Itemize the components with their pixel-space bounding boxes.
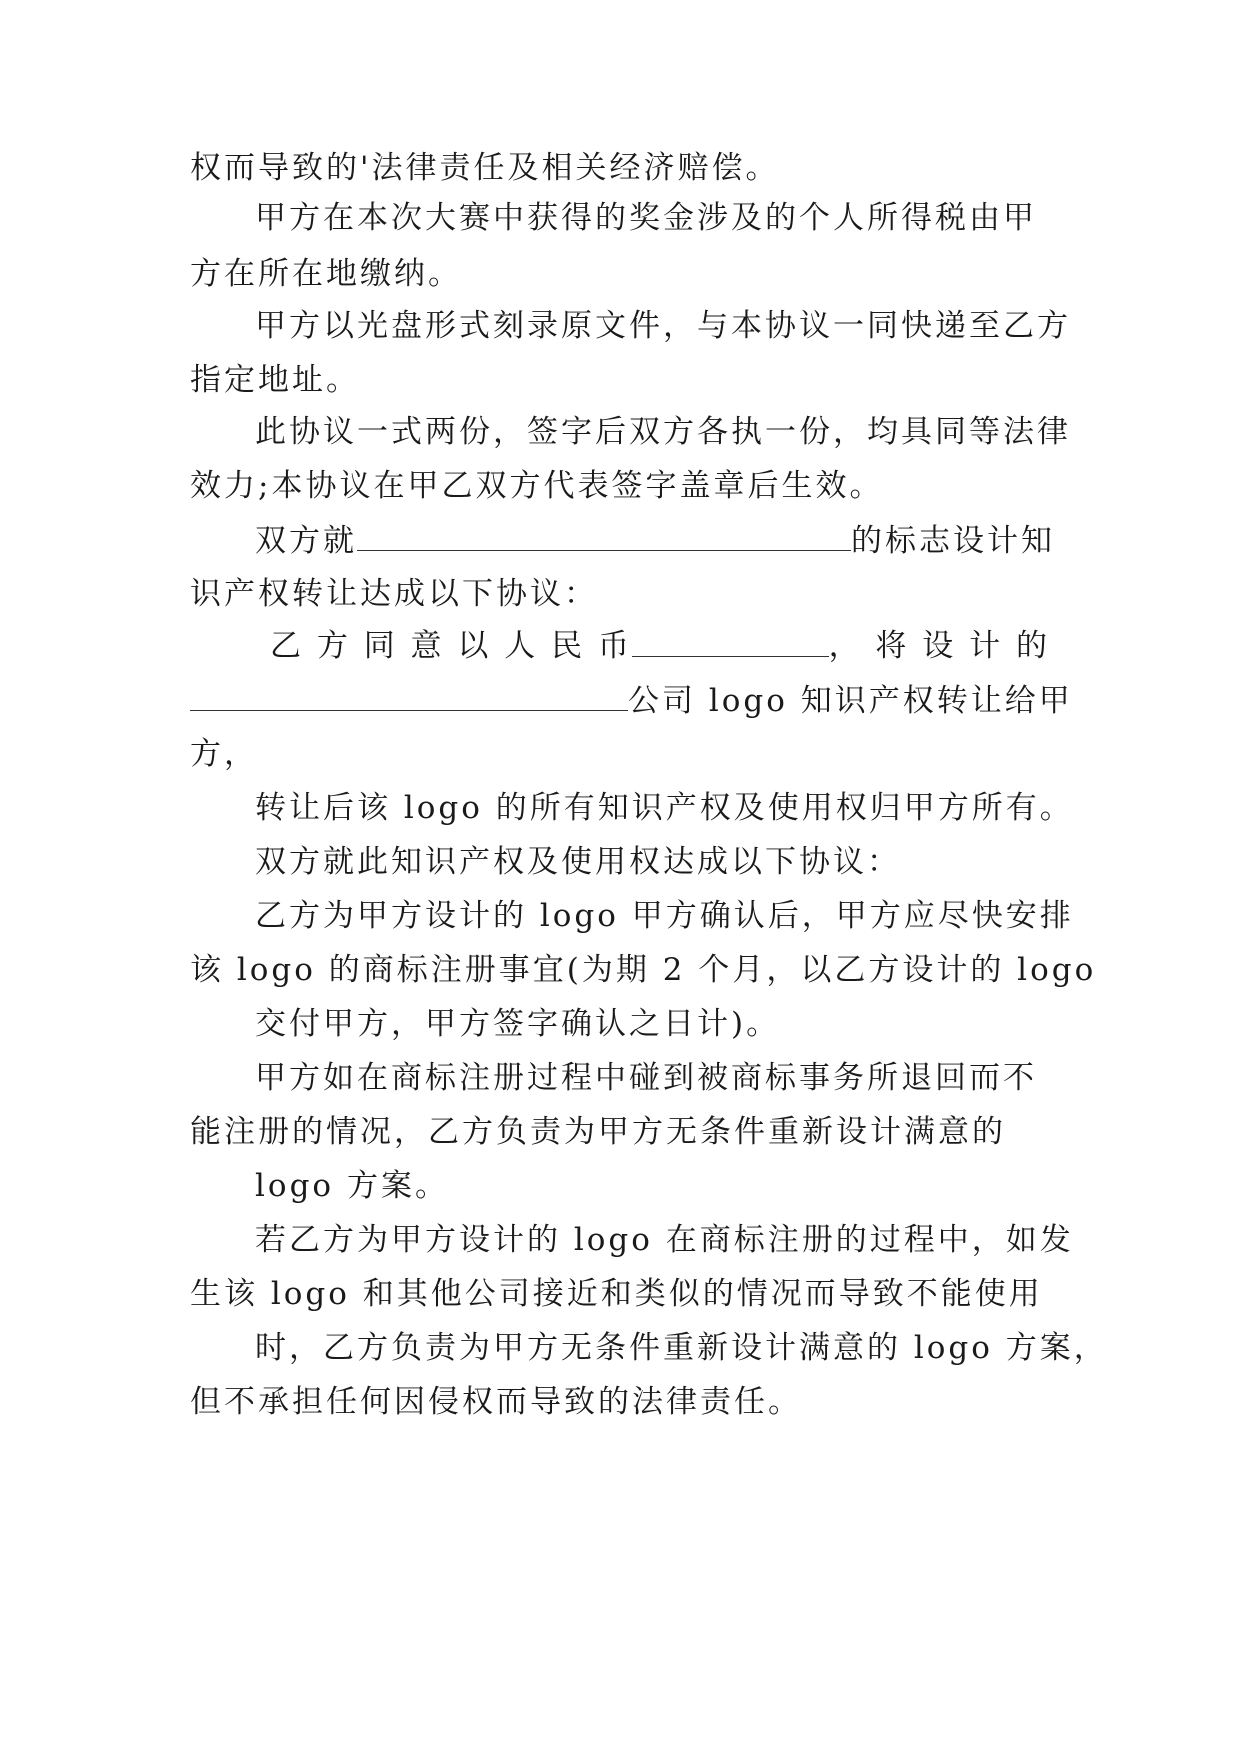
text-line: 时，乙方负责为甲方无条件重新设计满意的 logo 方案， <box>255 1330 1108 1366</box>
text-line: 双方就此知识产权及使用权达成以下协议： <box>255 844 901 880</box>
text-line: 甲方如在商标注册过程中碰到被商标事务所退回而不 <box>255 1060 1037 1096</box>
text-line: 该 logo 的商标注册事宜(为期 2 个月，以乙方设计的 logo <box>190 952 1097 988</box>
fill-in-blank[interactable] <box>190 680 628 711</box>
text-fragment: ， 将 设 计 的 <box>828 628 1050 664</box>
text-line: logo 方案。 <box>255 1168 449 1204</box>
text-line: 方在所在地缴纳。 <box>190 256 462 292</box>
fill-in-blank[interactable] <box>632 626 829 657</box>
text-line: 甲方在本次大赛中获得的奖金涉及的个人所得税由甲 <box>255 200 1037 236</box>
text-fragment: 的标志设计知 <box>851 523 1055 559</box>
text-line <box>190 680 1073 720</box>
text-line: 识产权转让达成以下协议： <box>190 576 598 612</box>
text-fragment: 乙 方 同 意 以 人 民 币 <box>270 628 632 664</box>
text-line: 指定地址。 <box>190 362 360 398</box>
fill-in-blank[interactable] <box>357 520 851 551</box>
text-line: 若乙方为甲方设计的 logo 在商标注册的过程中，如发 <box>255 1222 1074 1258</box>
text-line: 效力;本协议在甲乙双方代表签字盖章后生效。 <box>190 468 884 504</box>
text-line: 生该 logo 和其他公司接近和类似的情况而导致不能使用 <box>190 1276 1043 1312</box>
text-line <box>270 626 1050 666</box>
text-line <box>255 520 1055 560</box>
text-line: 交付甲方，甲方签字确认之日计)。 <box>255 1006 781 1042</box>
text-line: 乙方为甲方设计的 logo 甲方确认后，甲方应尽快安排 <box>255 898 1074 934</box>
text-fragment: 双方就 <box>255 523 357 559</box>
text-line: 转让后该 logo 的所有知识产权及使用权归甲方所有。 <box>255 790 1074 826</box>
text-line: 权而导致的'法律责任及相关经济赔偿。 <box>190 150 780 186</box>
text-fragment: 公司 logo 知识产权转让给甲 <box>628 683 1073 719</box>
text-line: 能注册的情况，乙方负责为甲方无条件重新设计满意的 <box>190 1114 1006 1150</box>
text-line: 此协议一式两份，签字后双方各执一份，均具同等法律 <box>255 414 1071 450</box>
text-line: 方， <box>190 736 258 772</box>
text-line: 但不承担任何因侵权而导致的法律责任。 <box>190 1384 802 1420</box>
text-line: 甲方以光盘形式刻录原文件，与本协议一同快递至乙方 <box>255 308 1071 344</box>
